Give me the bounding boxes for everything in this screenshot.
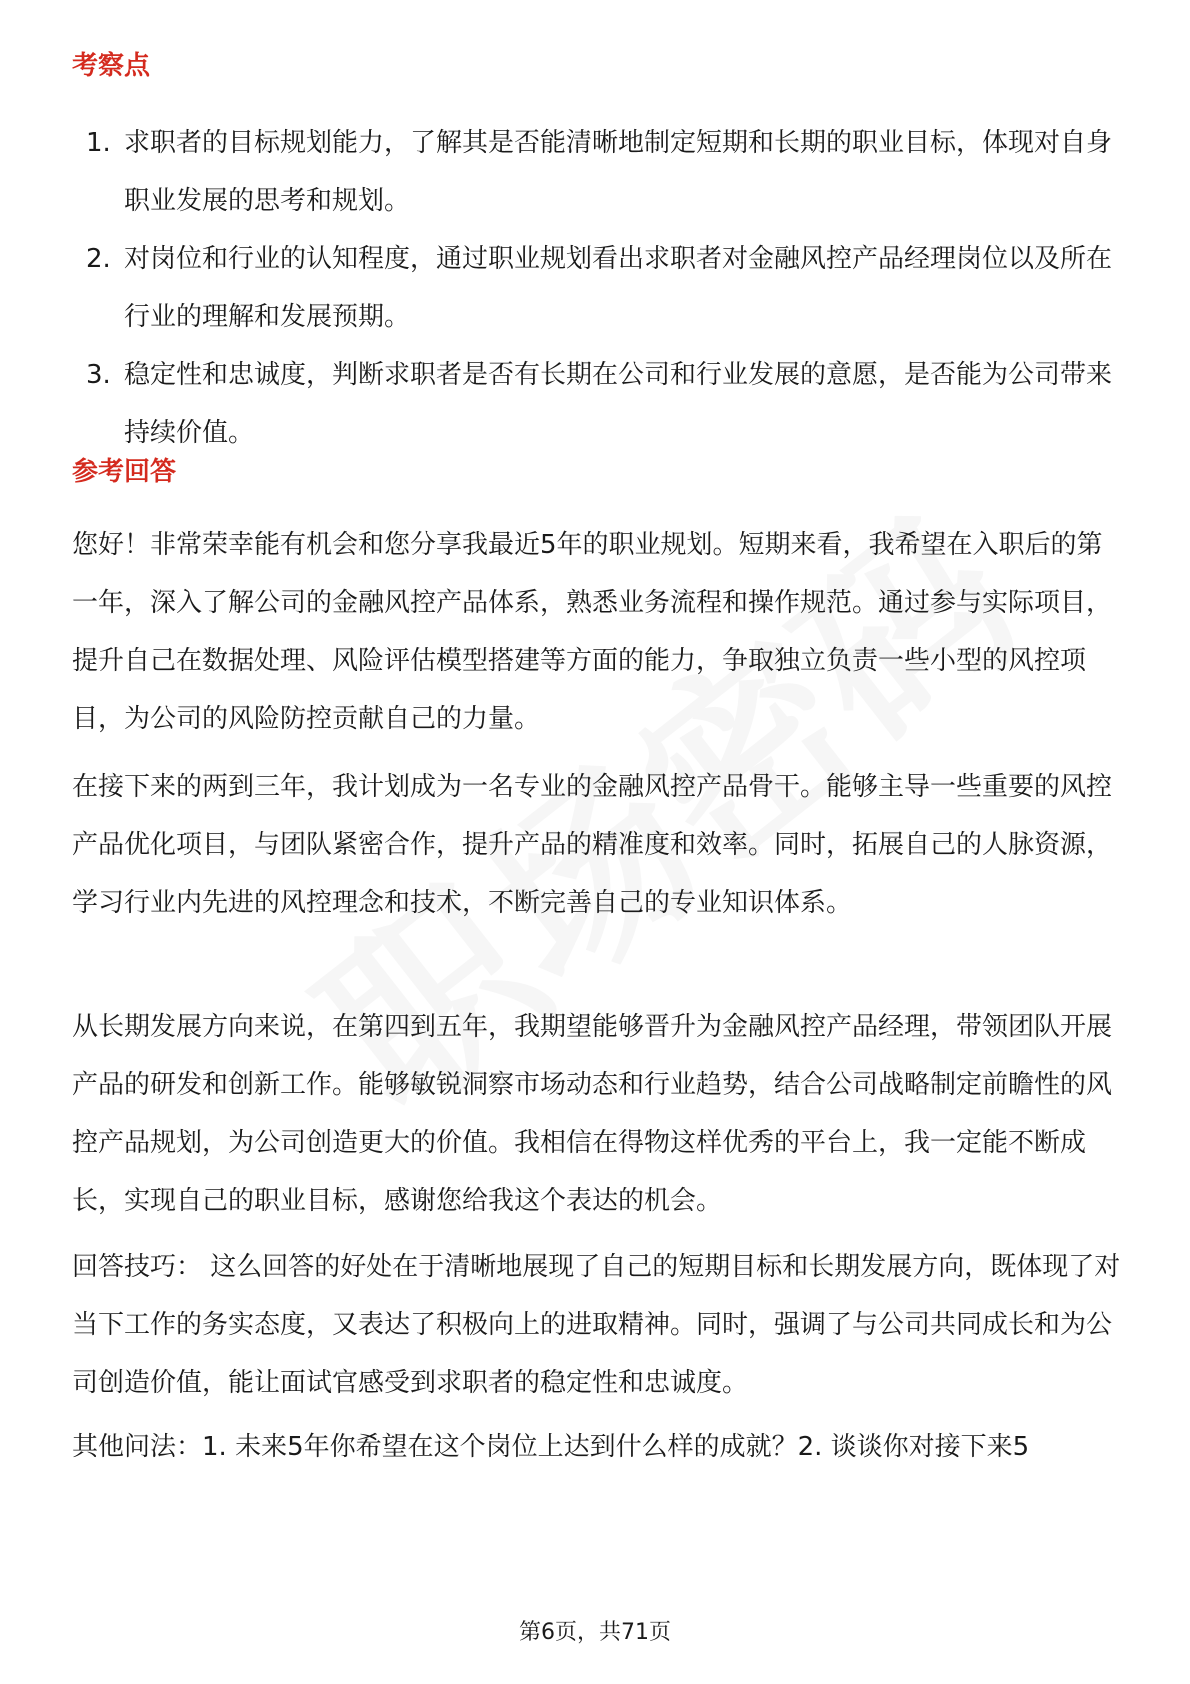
list-item: [0, 346, 1190, 462]
list-item-text: 对岗位和行业的认知程度，通过职业规划看出求职者对金融风控产品经理岗位以及所在行业的理解和发展预期。: [124, 244, 1113, 332]
other-questions: 其他问法：1. 未来5年你希望在这个岗位上达到什么样的成就？2. 谈谈你对接下来5: [72, 1432, 1030, 1462]
focus-list: [0, 114, 1190, 462]
answer-paragraph: 在接下来的两到三年，我计划成为一名专业的金融风控产品骨干。能够主导一些重要的风控产品优化项目，与团队紧密合作，提升产品的精准度和效率。同时，拓展自己的人脉资源，学习行业内先进的风控理念和技术，不断完善自己的专业知识体系。: [72, 772, 1113, 918]
list-item-number: 2.: [86, 244, 111, 274]
list-item-number: 1.: [86, 128, 111, 158]
list-item: [0, 230, 1190, 346]
page-number: 第6页，共71页: [519, 1620, 671, 1645]
list-item: [0, 114, 1190, 230]
answer-paragraph: 您好！非常荣幸能有机会和您分享我最近5年的职业规划。短期来看，我希望在入职后的第一年，深入了解公司的金融风控产品体系，熟悉业务流程和操作规范。通过参与实际项目，提升自己在数据处理、风险评估模型搭建等方面的能力，争取独立负责一些小型的风控项目，为公司的风险防控贡献自己的力量。: [72, 530, 1113, 734]
answer-heading: 参考回答: [72, 457, 177, 487]
list-item-number: 3.: [86, 360, 111, 390]
tips-paragraph: 回答技巧： 这么回答的好处在于清晰地展现了自己的短期目标和长期发展方向，既体现了对当下工作的务实态度，又表达了积极向上的进取精神。同时，强调了与公司共同成长和为公司创造价值，能让面试官感受到求职者的稳定性和忠诚度。: [72, 1252, 1121, 1398]
answer-paragraph: 从长期发展方向来说，在第四到五年，我期望能够晋升为金融风控产品经理，带领团队开展产品的研发和创新工作。能够敏锐洞察市场动态和行业趋势，结合公司战略制定前瞻性的风控产品规划，为公司创造更大的价值。我相信在得物这样优秀的平台上，我一定能不断成长，实现自己的职业目标，感谢您给我这个表达的机会。: [72, 1012, 1113, 1216]
list-item-text: 求职者的目标规划能力，了解其是否能清晰地制定短期和长期的职业目标，体现对自身职业发展的思考和规划。: [124, 128, 1113, 216]
list-item-text: 稳定性和忠诚度，判断求职者是否有长期在公司和行业发展的意愿，是否能为公司带来持续价值。: [124, 360, 1113, 448]
focus-heading: 考察点: [72, 51, 151, 81]
